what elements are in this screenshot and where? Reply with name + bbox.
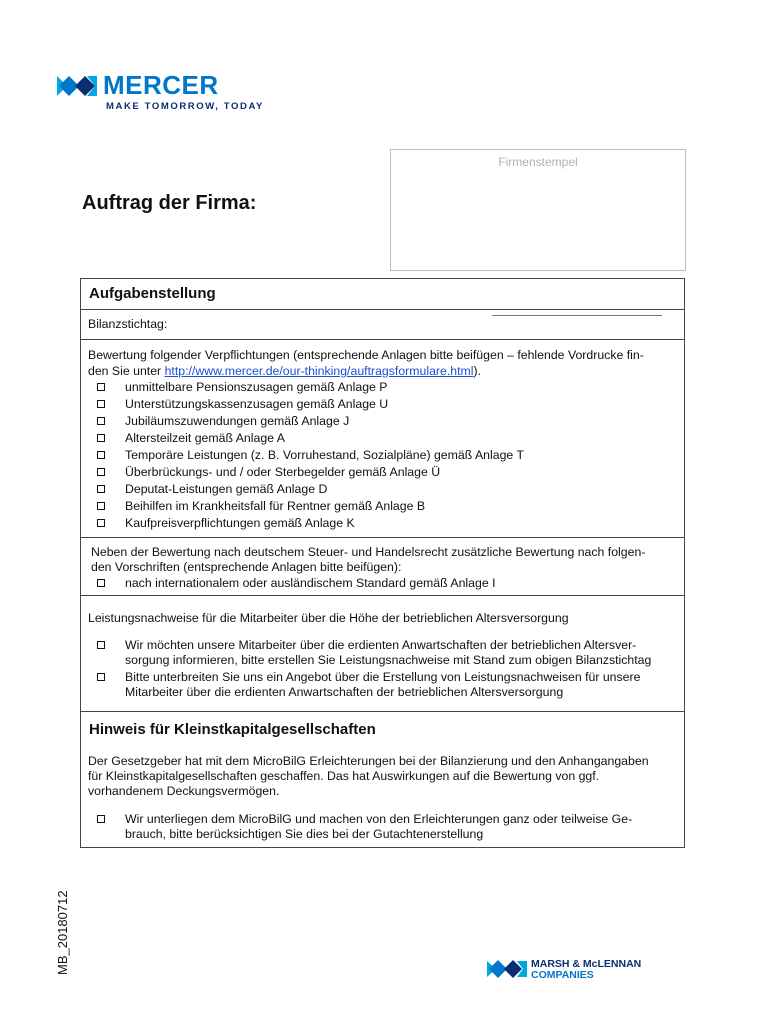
mmc-line1: MARSH & McLENNAN [531, 958, 642, 970]
checkbox-icon[interactable] [97, 815, 105, 823]
intl-intro-line1: Neben der Bewertung nach deutschem Steuer- und Handelsrecht zusätzliche Bewertung nach folgen- [91, 545, 646, 559]
checkbox-item[interactable] [97, 379, 676, 396]
checkbox-label: Wir möchten unsere Mitarbeiter über die erdienten Anwartschaften der betrieblichen Altersver- [125, 638, 637, 652]
valuation-intro-line2 [88, 363, 676, 380]
checkbox-item[interactable] [97, 413, 676, 430]
checkbox-label: Unterstützungskassenzusagen gemäß Anlage U [125, 397, 389, 411]
checkbox-label: Bitte unterbreiten Sie uns ein Angebot über die Erstellung von Leistungsnachweisen für unsere [125, 670, 641, 684]
valuation-intro-pre: den Sie unter [88, 364, 165, 378]
document-code: MB_20180712 [55, 890, 70, 975]
statements-section [81, 595, 684, 711]
checkbox-label: unmittelbare Pensionszusagen gemäß Anlage P [125, 380, 388, 394]
checkbox-icon[interactable] [97, 468, 105, 476]
forms-link[interactable]: http://www.mercer.de/our-thinking/auftragsformulare.html [164, 364, 474, 378]
valuation-intro-post: ). [473, 364, 482, 378]
checkbox-label-cont: sorgung informieren, bitte erstellen Sie Leistungsnachweise mit Stand zum obigen Bilanzstichtag [125, 653, 652, 667]
intl-intro-line2: den Vorschriften (entsprechende Anlagen bitte beifügen): [91, 560, 402, 574]
checkbox-item[interactable] [97, 481, 676, 498]
checkbox-item[interactable] [97, 464, 676, 481]
checkbox-label: Altersteilzeit gemäß Anlage A [125, 431, 285, 445]
checkbox-icon[interactable] [97, 451, 105, 459]
checkbox-icon[interactable] [97, 383, 105, 391]
valuation-intro-line1: Bewertung folgender Verpflichtungen (entsprechende Anlagen bitte beifügen – fehlende Vordrucke fin- [88, 348, 644, 362]
balance-date-label: Bilanzstichtag: [88, 317, 168, 331]
checkbox-icon[interactable] [97, 434, 105, 442]
checkbox-icon[interactable] [97, 641, 105, 649]
mmc-logo [487, 957, 657, 981]
brand-tagline: MAKE TOMORROW, TODAY [106, 101, 264, 112]
balance-date-field[interactable] [492, 315, 662, 316]
international-section [81, 537, 684, 595]
brand-name: MERCER [103, 70, 219, 100]
page-title: Auftrag der Firma: [82, 192, 257, 214]
checkbox-icon[interactable] [97, 673, 105, 681]
stamp-label: Firmenstempel [498, 155, 578, 169]
checkbox-icon[interactable] [97, 579, 105, 587]
checkbox-label: Kaufpreisverpflichtungen gemäß Anlage K [125, 516, 355, 530]
checkbox-label: Jubiläumszuwendungen gemäß Anlage J [125, 414, 350, 428]
checkbox-label-cont: Mitarbeiter über die erdienten Anwartschaften der betrieblichen Altersversorgung [125, 685, 564, 699]
small-company-p1: Der Gesetzgeber hat mit dem MicroBilG Erleichterungen bei der Bilanzierung und den Anhangangaben [88, 754, 649, 768]
divider [81, 309, 684, 310]
checkbox-icon[interactable] [97, 417, 105, 425]
checkbox-label: Temporäre Leistungen (z. B. Vorruhestand, Sozialpläne) gemäß Anlage T [125, 448, 524, 462]
statements-intro: Leistungsnachweise für die Mitarbeiter über die Höhe der betrieblichen Altersversorgung [88, 611, 569, 625]
checkbox-label-cont: brauch, bitte berücksichtigen Sie dies bei der Gutachtenerstellung [125, 827, 484, 841]
checkbox-label: Wir unterliegen dem MicroBilG und machen von den Erleichterungen ganz oder teilweise Ge- [125, 812, 633, 826]
checkbox-icon[interactable] [97, 400, 105, 408]
checkbox-label: Deputat-Leistungen gemäß Anlage D [125, 482, 328, 496]
small-company-section [81, 711, 684, 848]
checkbox-item[interactable] [97, 447, 676, 464]
order-form [80, 278, 685, 848]
checkbox-item[interactable] [97, 575, 676, 592]
mercer-logo [57, 72, 287, 118]
checkbox-label: Überbrückungs- und / oder Sterbegelder gemäß Anlage Ü [125, 465, 441, 479]
checkbox-item[interactable] [97, 430, 676, 447]
mercer-logo-icon [57, 74, 97, 98]
checkbox-label: Beihilfen im Krankheitsfall für Rentner gemäß Anlage B [125, 499, 426, 513]
small-company-p3: vorhandenem Deckungsvermögen. [88, 784, 280, 798]
checkbox-item[interactable] [97, 498, 676, 515]
company-stamp-box[interactable] [390, 149, 686, 271]
task-heading: Aufgabenstellung [89, 285, 216, 302]
checkbox-item[interactable] [97, 515, 676, 532]
mmc-line2: COMPANIES [531, 969, 594, 981]
small-company-heading: Hinweis für Kleinstkapitalgesellschaften [89, 721, 376, 738]
checkbox-item[interactable] [97, 396, 676, 413]
task-section-header [81, 279, 684, 339]
small-company-p2: für Kleinstkapitalgesellschaften geschaffen. Das hat Auswirkungen auf die Bewertung von ggf. [88, 769, 600, 783]
valuation-section [81, 339, 684, 537]
checkbox-icon[interactable] [97, 485, 105, 493]
checkbox-label: nach internationalem oder ausländischem Standard gemäß Anlage I [125, 576, 496, 590]
checkbox-icon[interactable] [97, 502, 105, 510]
mmc-logo-icon [487, 959, 527, 979]
checkbox-icon[interactable] [97, 519, 105, 527]
